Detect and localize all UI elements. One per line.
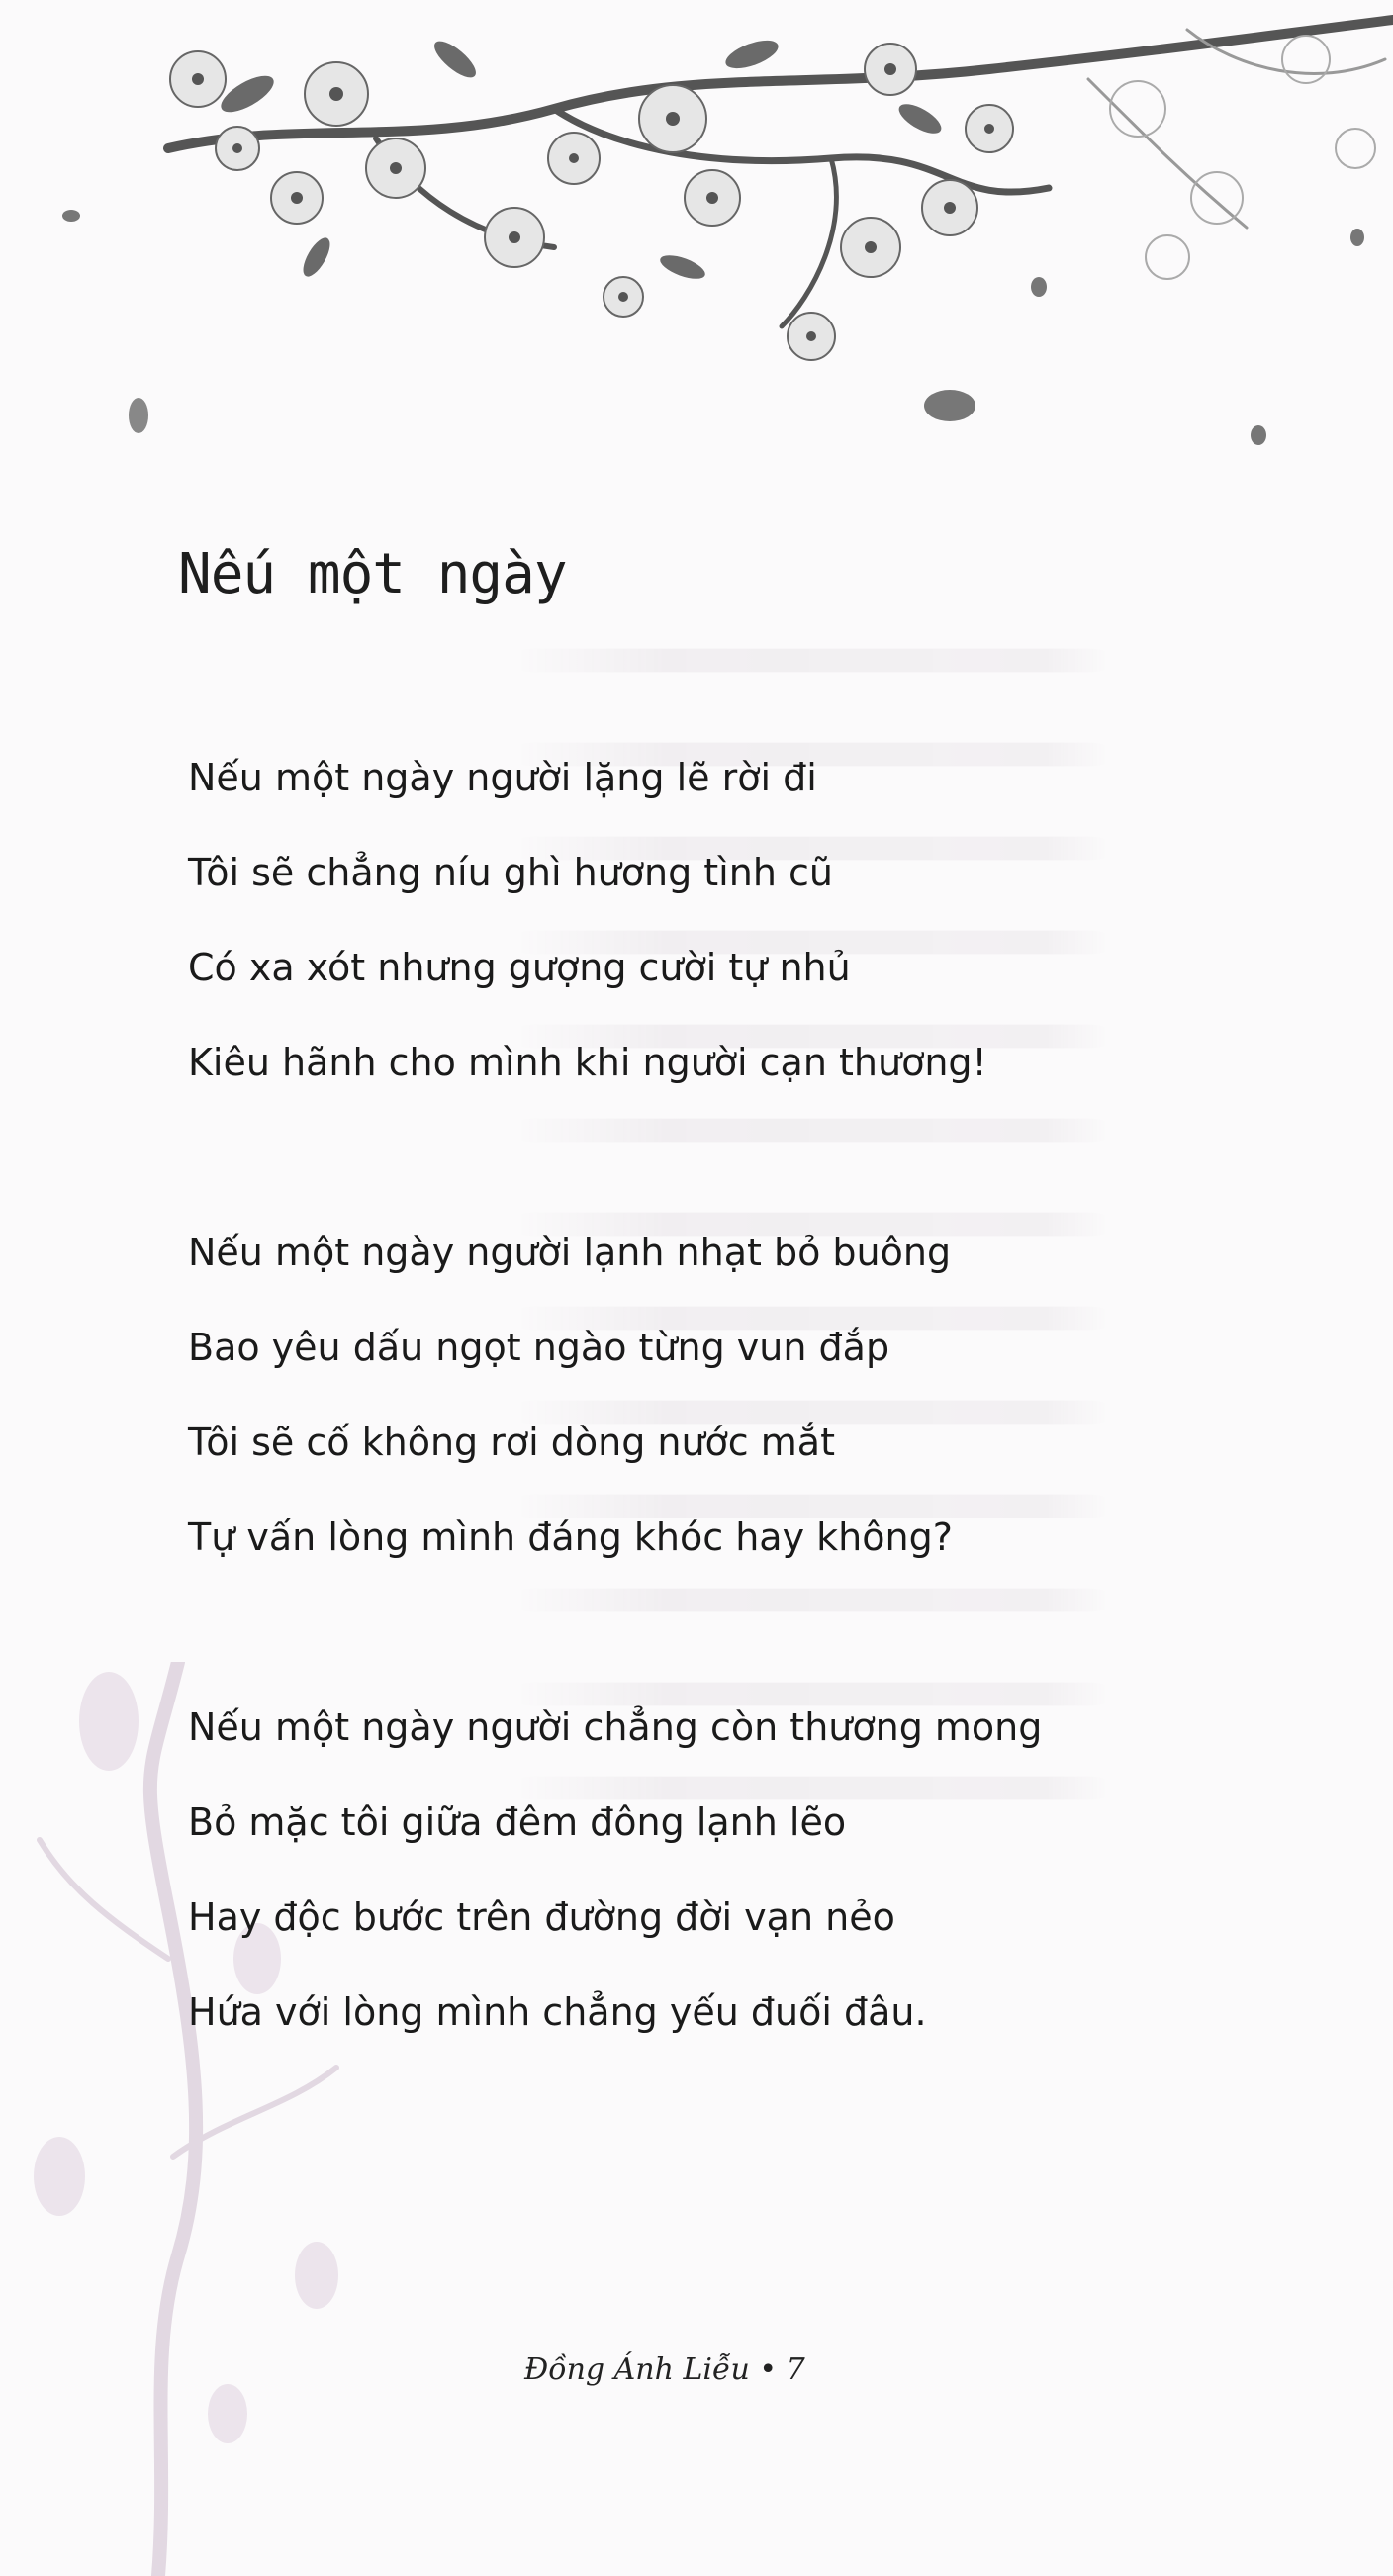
- poem-line: Bỏ mặc tôi giữa đêm đông lạnh lẽo: [188, 1800, 847, 1844]
- poem-title: Nếu một ngày: [178, 542, 567, 606]
- poem-line: Có xa xót nhưng gượng cười tự nhủ: [188, 946, 851, 989]
- poem-line: Hay độc bước trên đường đời vạn nẻo: [188, 1895, 895, 1939]
- page-number: 7: [786, 2352, 805, 2387]
- poem-line: Nếu một ngày người lạnh nhạt bỏ buông: [188, 1231, 952, 1274]
- poem-line: Bao yêu dấu ngọt ngào từng vun đắp: [188, 1326, 890, 1369]
- page-footer: [524, 2352, 805, 2387]
- footer-separator: •: [759, 2352, 778, 2387]
- author-name: Đồng Ánh Liễu: [524, 2352, 750, 2387]
- stanza-3: [188, 1680, 1042, 2060]
- poem-line: Tự vấn lòng mình đáng khóc hay không?: [188, 1516, 953, 1559]
- stanza-2: [188, 1205, 953, 1585]
- poem-line: Tôi sẽ chẳng níu ghì hương tình cũ: [188, 851, 833, 894]
- poem-line: Nếu một ngày người lặng lẽ rời đi: [188, 756, 817, 799]
- poem-line: Tôi sẽ cố không rơi dòng nước mắt: [188, 1421, 835, 1464]
- poem-line: Kiêu hãnh cho mình khi người cạn thương!: [188, 1041, 987, 1084]
- cherry-blossom-illustration: [0, 0, 1393, 475]
- poem-line: Nếu một ngày người chẳng còn thương mong: [188, 1705, 1043, 1749]
- poem-line: Hứa với lòng mình chẳng yếu đuối đâu.: [188, 1990, 927, 2034]
- stanza-1: [188, 730, 987, 1110]
